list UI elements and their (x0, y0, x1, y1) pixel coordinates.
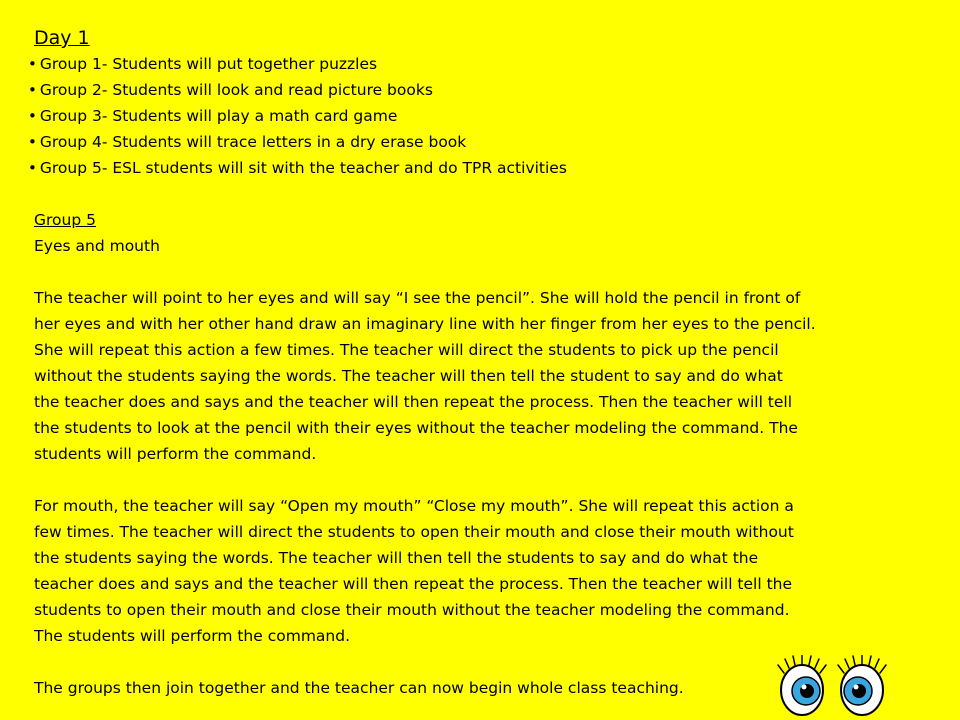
paragraph-line: students to open their mouth and close their mouth without the teacher modeling the command. (34, 601, 790, 619)
paragraph-line: her eyes and with her other hand draw an imaginary line with her finger from her eyes to the pencil. (34, 315, 816, 333)
list-item (28, 77, 924, 103)
list-item (28, 129, 924, 155)
day-title: Day 1 (34, 27, 90, 49)
paragraph-line: The teacher will point to her eyes and will say “I see the pencil”. She will hold the pencil in front of (34, 289, 801, 307)
cartoon-eyes-icon (776, 655, 896, 717)
group-2-text: Group 2- Students will look and read picture books (39, 81, 433, 99)
slide-content (28, 25, 924, 701)
paragraph-line: For mouth, the teacher will say “Open my mouth” “Close my mouth”. She will repeat this action a (34, 497, 794, 515)
paragraph-line: She will repeat this action a few times. The teacher will direct the students to pick up the pencil (34, 341, 779, 359)
bullet-icon: • (28, 107, 37, 125)
paragraph-line: few times. The teacher will direct the students to open their mouth and close their mouth without (34, 523, 794, 541)
paragraph-line: the teacher does and says and the teacher will then repeat the process. Then the teacher will tell (34, 393, 793, 411)
group-list (28, 51, 924, 181)
list-item (28, 103, 924, 129)
bullet-icon: • (28, 55, 37, 73)
paragraph-line: students will perform the command. (34, 445, 317, 463)
group-5-text: Group 5- ESL students will sit with the teacher and do TPR activities (39, 159, 567, 177)
group-3-text: Group 3- Students will play a math card game (39, 107, 398, 125)
right-eye-icon (838, 655, 886, 715)
paragraph-line: teacher does and says and the teacher will then repeat the process. Then the teacher will tell the (34, 575, 793, 593)
closing-text: The groups then join together and the teacher can now begin whole class teaching. (34, 679, 684, 697)
group-4-text: Group 4- Students will trace letters in a dry erase book (39, 133, 467, 151)
paragraph-line: the students saying the words. The teacher will then tell the students to say and do what the (34, 549, 759, 567)
eyes-paragraph (34, 285, 924, 467)
bullet-icon: • (28, 81, 37, 99)
bullet-icon: • (28, 159, 37, 177)
left-eye-icon (778, 655, 826, 715)
paragraph-line: The students will perform the command. (34, 627, 351, 645)
topic-label: Eyes and mouth (34, 237, 160, 255)
bullet-icon: • (28, 133, 37, 151)
paragraph-line: the students to look at the pencil with their eyes without the teacher modeling the command. The (34, 419, 798, 437)
group-1-text: Group 1- Students will put together puzzles (39, 55, 378, 73)
list-item (28, 51, 924, 77)
mouth-paragraph (34, 493, 924, 649)
list-item (28, 155, 924, 181)
group-5-heading: Group 5 (34, 211, 96, 229)
paragraph-line: without the students saying the words. The teacher will then tell the student to say and do what (34, 367, 783, 385)
